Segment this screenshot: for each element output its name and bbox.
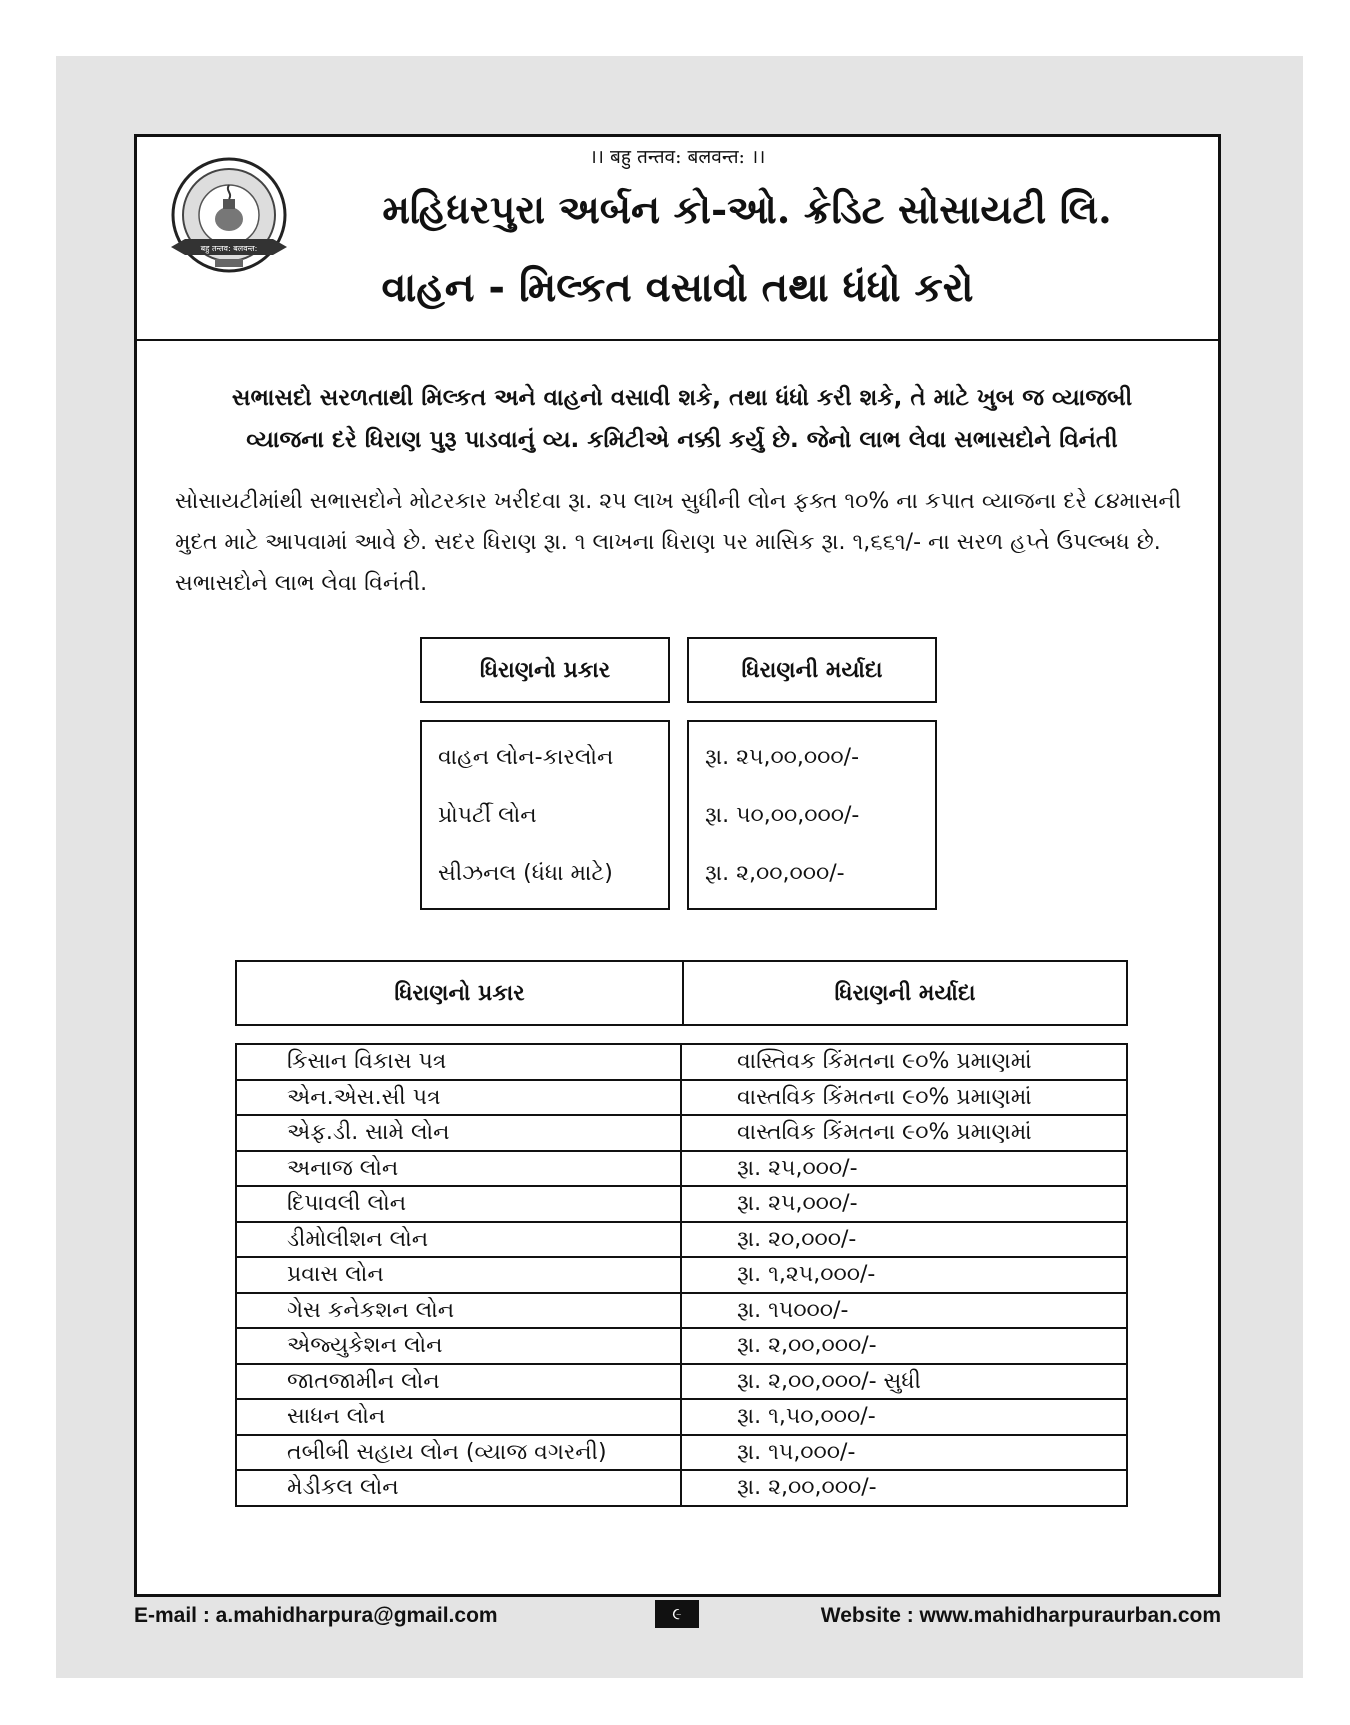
page-header [137,137,1218,341]
table2-header-limit: ધિરાણની મર્યાદા [834,980,976,1006]
page-number: ૯ [655,1600,699,1628]
loan-limit-cell: રૂા. ૨૦,૦૦૦/- [681,1222,1127,1258]
loan-type-cell: એન.એસ.સી પત્ર [236,1080,681,1116]
table-row [236,1080,1127,1116]
list-item: રૂા. ૨૫,૦૦,૦૦૦/- [705,745,860,770]
loan-table [235,1043,1128,1507]
list-item: સીઝનલ (ધંધા માટે) [438,861,613,886]
website-address: Website : www.mahidharpuraurban.com [820,1604,1221,1627]
loan-type-cell: પ્રવાસ લોન [236,1257,681,1293]
loan-type-cell: ગેસ કનેકશન લોન [236,1293,681,1329]
table-row [236,1435,1127,1471]
table1-header-limit: ધિરાણની મર્યાદા [687,637,937,703]
table-row [236,1115,1127,1151]
page-title: વાહન - મિલ્કત વસાવો તથા ધંધો કરો [381,265,974,311]
loan-description-paragraph: સોસાયટીમાંથી સભાસદોને મોટરકાર ખરીદવા રૂા. ૨૫ લાખ સુધીની લોન ફક્ત ૧૦% ના કપાત વ્યાજના દરે ૮૪માસની મુદત માટે આપવામાં આવે છે. સદર ધિરાણ રૂા. ૧ લાખના ધિરાણ પર માસિક રૂા. ૧,૬૬૧/- ના સરળ હપ્તે ઉપલ્બધ છે. સભાસદોને લાભ લેવા વિનંતી. [175,489,1182,596]
table-row [236,1151,1127,1187]
loan-type-cell: ડીમોલીશન લોન [236,1222,681,1258]
table1-limit-column [687,720,937,910]
seal-ribbon-text: बहु तन्तव: बलवन्त: [200,244,258,253]
table-row [236,1399,1127,1435]
list-item: રૂા. ૨,૦૦,૦૦૦/- [705,861,845,886]
loan-limit-cell: વાસ્તવિક કિંમતના ૯૦% પ્રમાણમાં [681,1115,1127,1151]
table-row [236,1364,1127,1400]
intro-text [167,377,1197,461]
table-row [236,1328,1127,1364]
loan-type-cell: કિસાન વિકાસ પત્ર [236,1044,681,1080]
table1-header-type: ધિરાણનો પ્રકાર [420,637,670,703]
document-page [134,134,1221,1597]
table-row [236,1222,1127,1258]
list-item: રૂા. ૫૦,૦૦,૦૦૦/- [705,803,860,828]
loan-limit-cell: રૂા. ૨૫,૦૦૦/- [681,1186,1127,1222]
loan-type-cell: દિપાવલી લોન [236,1186,681,1222]
table-row [236,1044,1127,1080]
table2-header-type: ધિરાણનો પ્રકાર [237,962,684,1024]
loan-type-cell: એફ.ડી. સામે લોન [236,1115,681,1151]
loan-limit-cell: રૂા. ૨,૦૦,૦૦૦/- [681,1328,1127,1364]
loan-limit-cell: વાસ્તવિક કિંમતના ૯૦% પ્રમાણમાં [681,1080,1127,1116]
loan-type-cell: એજ્યુકેશન લોન [236,1328,681,1364]
table-row [236,1293,1127,1329]
loan-limit-cell: રૂા. ૧૫,૦૦૦/- [681,1435,1127,1471]
intro-line: વ્યાજના દરે ધિરાણ પુરૂ પાડવાનું વ્ય. કમિટીએ નક્કી કર્યુ છે. જેનો લાભ લેવા સભાસદોને વિનંતી [246,427,1118,453]
motto: ।। बहु तन्तव: बलवन्त: ।। [589,146,766,168]
loan-type-cell: જાતજામીન લોન [236,1364,681,1400]
loan-limit-cell: વાસ્તિવક કિંમતના ૯૦% પ્રમાણમાં [681,1044,1127,1080]
society-seal-logo [165,155,293,283]
table-row [236,1186,1127,1222]
loan-limit-cell: રૂા. ૧,૫૦,૦૦૦/- [681,1399,1127,1435]
table1-type-column [420,720,670,910]
loan-limit-cell: રૂા. ૨,૦૦,૦૦૦/- [681,1470,1127,1506]
loan-type-cell: સાધન લોન [236,1399,681,1435]
loan-limit-cell: રૂા. ૨૫,૦૦૦/- [681,1151,1127,1187]
table-row [236,1470,1127,1506]
intro-line: સભાસદો સરળતાથી મિલ્કત અને વાહનો વસાવી શકે, તથા ધંધો કરી શકે, તે માટે ખુબ જ વ્યાજબી [231,385,1133,411]
loan-limit-cell: રૂા. ૨,૦૦,૦૦૦/- સુધી [681,1364,1127,1400]
page-footer [0,1598,1350,1638]
list-item: પ્રોપર્ટી લોન [438,803,537,828]
contact-email: E-mail : a.mahidharpura@gmail.com [134,1604,498,1627]
loan-limit-cell: રૂા. ૧૫૦૦૦/- [681,1293,1127,1329]
loan-type-cell: અનાજ લોન [236,1151,681,1187]
table2-header [235,960,1128,1026]
list-item: વાહન લોન-કારલોન [438,745,614,770]
organization-name: મહિધરપુરા અર્બન કો-ઓ. ક્રેડિટ સોસાયટી લિ. [382,187,1112,233]
loan-limit-cell: રૂા. ૧,૨૫,૦૦૦/- [681,1257,1127,1293]
loan-type-cell: મેડીકલ લોન [236,1470,681,1506]
loan-type-cell: તબીબી સહાય લોન (વ્યાજ વગરની) [236,1435,681,1471]
table-row [236,1257,1127,1293]
